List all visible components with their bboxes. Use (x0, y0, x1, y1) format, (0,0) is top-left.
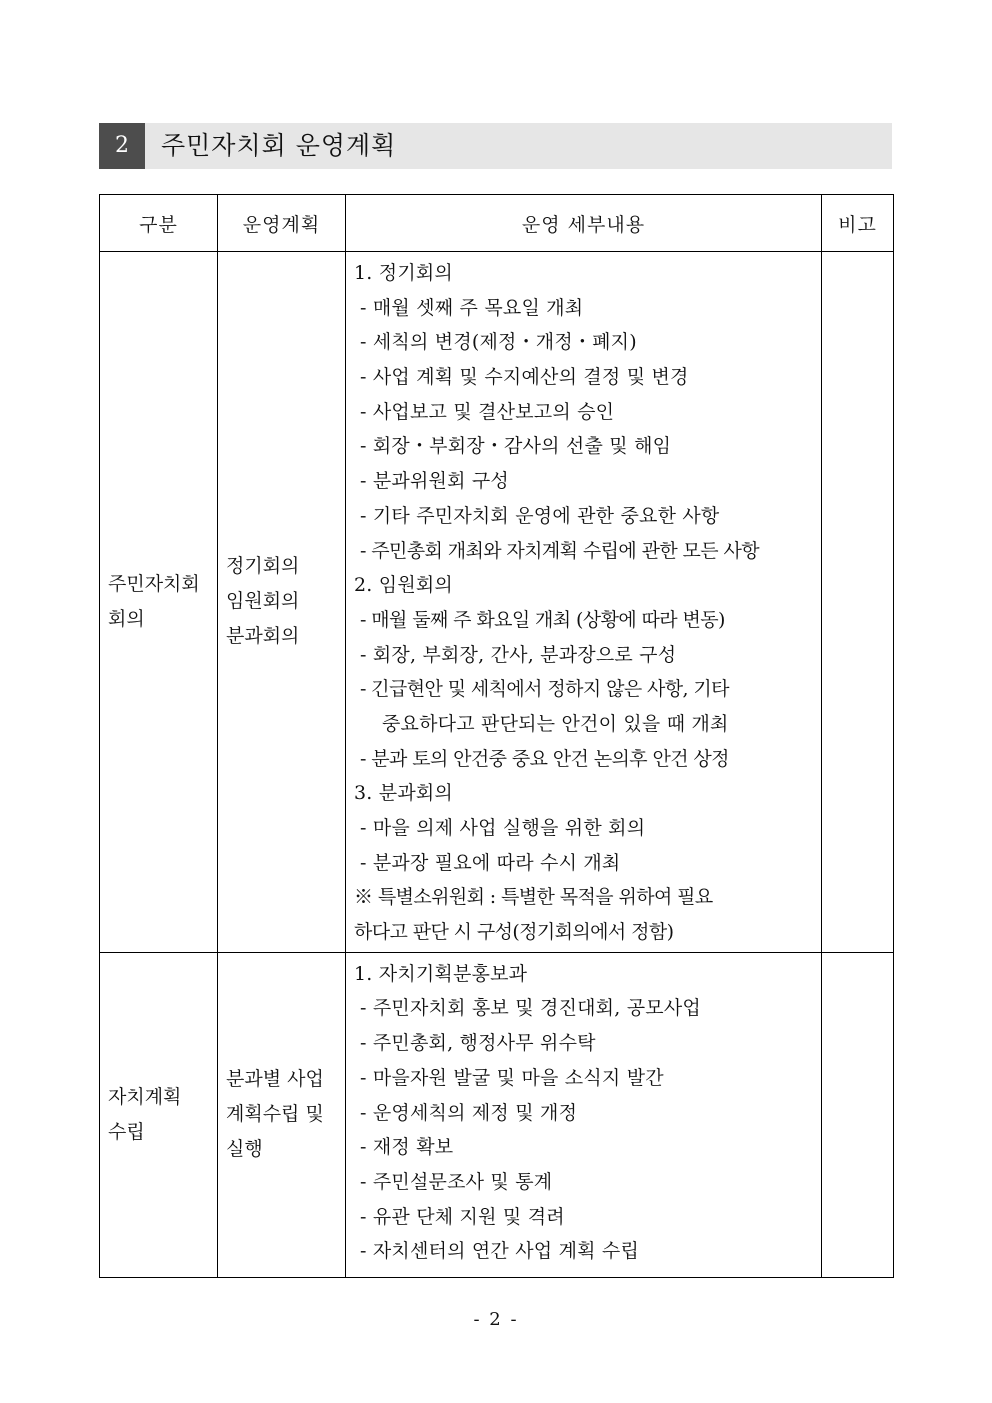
plan-line: 계획수립 및 (226, 1103, 324, 1126)
detail-item: - 마을 의제 사업 실행을 위한 회의 (360, 817, 646, 839)
row-details (346, 952, 822, 1277)
section-header (99, 123, 892, 169)
detail-item: - 자치센터의 연간 사업 계획 수립 (360, 1240, 640, 1263)
section-number: 2 (99, 123, 145, 169)
detail-item: - 긴급현안 및 세칙에서 정하지 않은 사항, 기타 (360, 678, 729, 701)
detail-item: - 운영세칙의 제정 및 개정 (360, 1101, 578, 1124)
plan-line: 정기회의 (226, 555, 300, 578)
header-details: 운영 세부내용 (346, 195, 822, 252)
detail-item: - 마을자원 발굴 및 마을 소식지 발간 (360, 1066, 664, 1089)
row-plan (218, 952, 346, 1277)
row-details (346, 252, 822, 953)
detail-heading: 3. 분과회의 (354, 782, 453, 805)
row-plan (218, 252, 346, 953)
detail-heading: 1. 정기회의 (354, 262, 453, 284)
detail-item-continued: 중요하다고 판단되는 안건이 있을 때 개최 (382, 712, 729, 735)
table-header-row (100, 195, 894, 252)
detail-item: - 주민자치회 홍보 및 경진대회, 공모사업 (360, 997, 701, 1020)
detail-item: - 분과위원회 구성 (360, 470, 509, 493)
detail-item: - 사업보고 및 결산보고의 승인 (360, 400, 615, 423)
plan-line: 임원회의 (226, 590, 300, 613)
detail-remark-continued: 하다고 판단 시 구성(정기회의에서 정함) (354, 921, 674, 944)
plan-line: 분과별 사업 (226, 1068, 324, 1091)
row-note (822, 252, 894, 953)
detail-item: - 주민총회 개최와 자치계획 수립에 관한 모든 사항 (360, 539, 759, 562)
page-number: - 2 - (473, 1309, 519, 1330)
operation-plan-table (99, 194, 894, 1278)
detail-item: - 세칙의 변경(제정・개정・폐지) (360, 331, 637, 354)
category-line: 주민자치회 (108, 572, 200, 595)
header-plan: 운영계획 (218, 195, 346, 252)
detail-item: - 주민설문조사 및 통계 (360, 1170, 553, 1193)
detail-item: - 주민총회, 행정사무 위수탁 (360, 1032, 596, 1055)
detail-item: - 매월 둘째 주 화요일 개최 (상황에 따라 변동) (360, 608, 725, 631)
header-note: 비고 (822, 195, 894, 252)
table-row (100, 952, 894, 1277)
detail-item: - 분과장 필요에 따라 수시 개최 (360, 851, 621, 874)
detail-heading: 2. 임원회의 (354, 574, 453, 597)
row-category (100, 952, 218, 1277)
category-line: 수립 (108, 1120, 145, 1143)
category-line: 자치계획 (108, 1085, 182, 1108)
detail-item: - 사업 계획 및 수지예산의 결정 및 변경 (360, 366, 689, 389)
section-title: 주민자치회 운영계획 (161, 131, 397, 160)
detail-heading: 1. 자치기획분홍보과 (354, 962, 528, 985)
table-row (100, 252, 894, 953)
detail-item: - 유관 단체 지원 및 격려 (360, 1205, 565, 1228)
detail-item: - 재정 확보 (360, 1136, 454, 1159)
category-line: 회의 (108, 607, 145, 630)
detail-item: - 회장・부회장・감사의 선출 및 해임 (360, 435, 672, 458)
row-category (100, 252, 218, 953)
detail-item: - 회장, 부회장, 간사, 분과장으로 구성 (360, 643, 677, 666)
row-note (822, 952, 894, 1277)
detail-remark: ※ 특별소위원회 : 특별한 목적을 위하여 필요 (354, 886, 713, 909)
plan-line: 실행 (226, 1138, 263, 1161)
detail-item: - 기타 주민자치회 운영에 관한 중요한 사항 (360, 504, 720, 527)
detail-item: - 분과 토의 안건중 중요 안건 논의후 안건 상정 (360, 747, 729, 770)
header-category: 구분 (100, 195, 218, 252)
plan-line: 분과회의 (226, 625, 300, 648)
detail-item: - 매월 셋째 주 목요일 개최 (360, 296, 584, 319)
